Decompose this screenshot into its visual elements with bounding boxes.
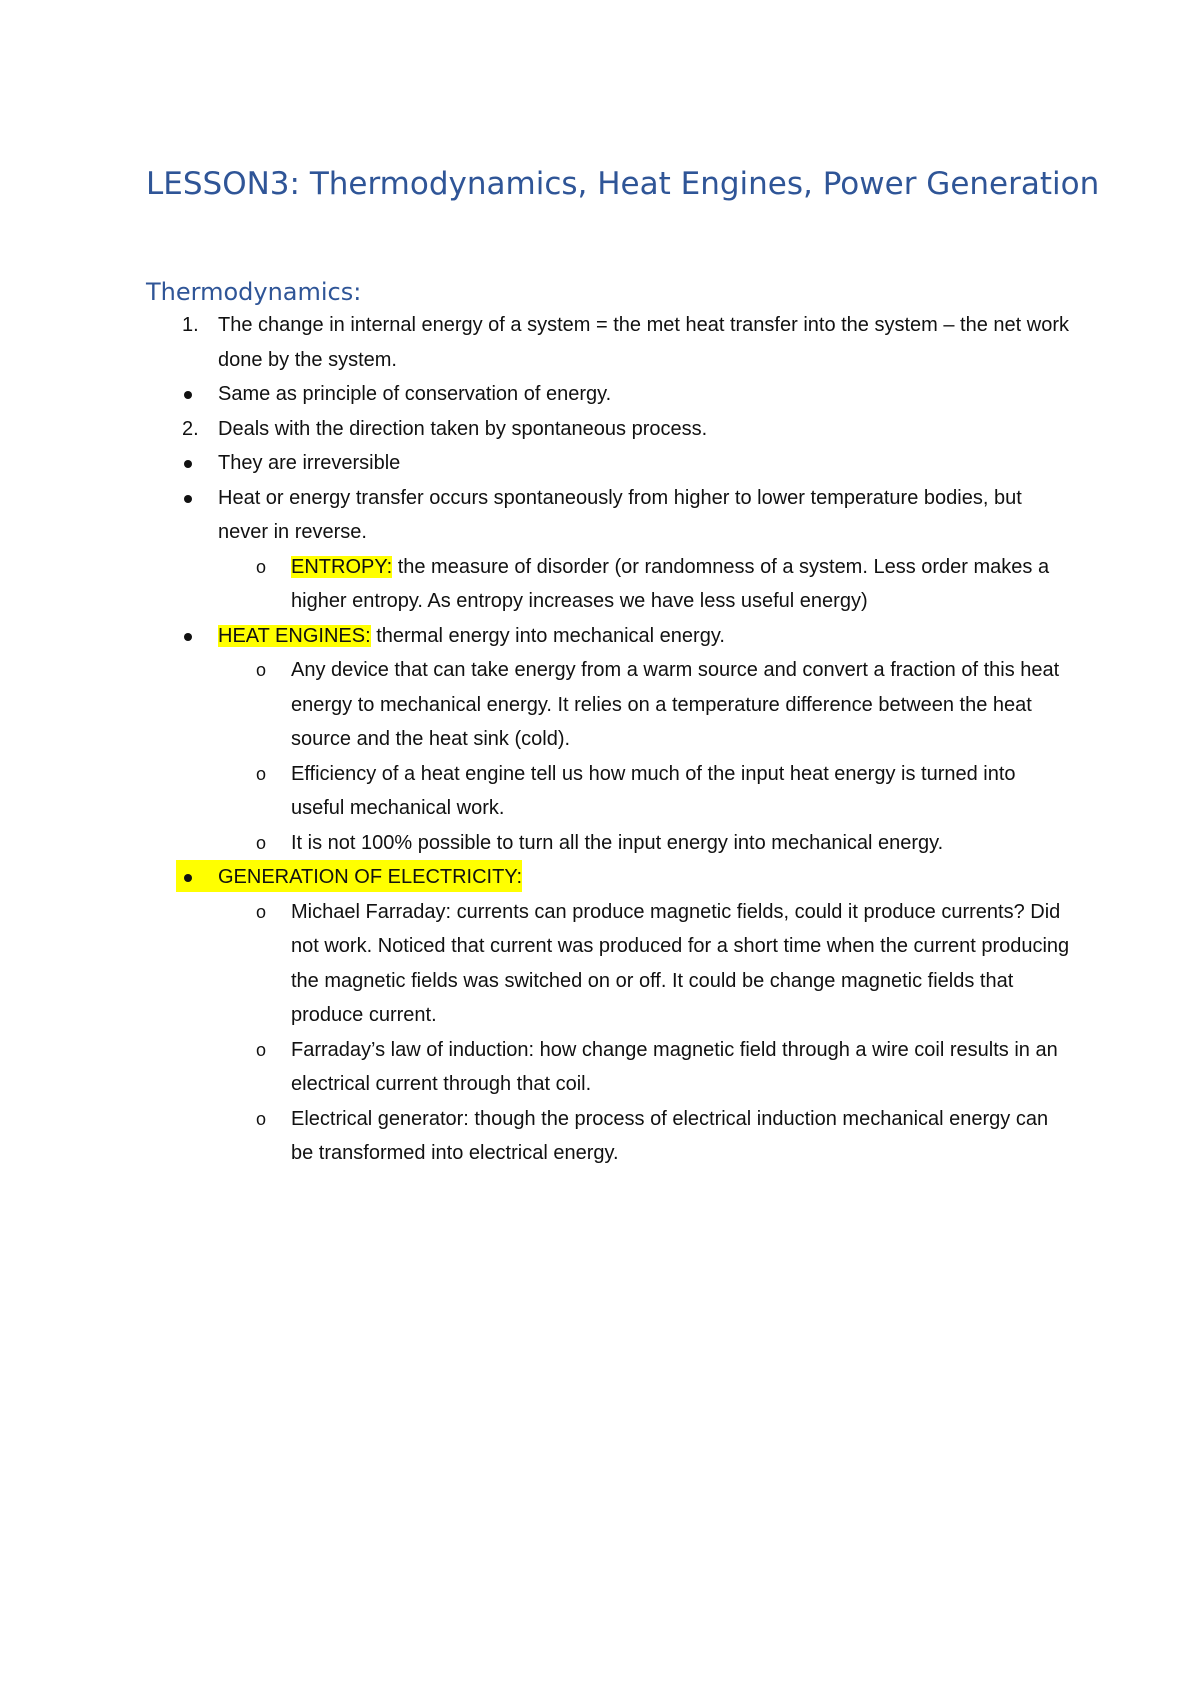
list-item-text: The change in internal energy of a system = the met heat transfer into the system – the net work done by the system.: [218, 314, 1070, 371]
sub-bullet-icon: o: [256, 1108, 267, 1129]
notes-list: [0, 308, 1200, 1171]
list-item-text: It is not 100% possible to turn all the input energy into mechanical energy.: [291, 831, 944, 854]
sub-bullet-icon: o: [256, 556, 267, 577]
sub-list-item: [0, 826, 1071, 861]
list-item-text: Efficiency of a heat engine tell us how much of the input heat energy is turned into useful mechanical work.: [291, 762, 1016, 819]
list-item-text: Michael Farraday: currents can produce magnetic fields, could it produce currents? Did not work. Noticed that current was produced for a short time when the current producing the magnetic fields was switched on or off. It could be change magnetic fields that produce current.: [291, 900, 1070, 1026]
list-item-highlighted: [0, 860, 1070, 895]
sub-list-item: [0, 550, 1071, 619]
term-definition: the measure of disorder (or randomness of a system. Less order makes a higher entropy. As entropy increases we have less useful energy): [291, 555, 1050, 612]
list-item: [0, 619, 1070, 654]
list-item-text: [291, 556, 1049, 613]
list-item-text: [218, 625, 725, 647]
sub-bullet-icon: o: [256, 660, 267, 680]
sub-list-item: [0, 895, 1071, 1033]
sub-list-item: [0, 1033, 1071, 1102]
list-number: 2.: [182, 417, 199, 440]
list-item: [0, 308, 1070, 377]
term-definition: thermal energy into mechanical energy.: [370, 624, 725, 647]
sub-list-item: [0, 757, 1071, 826]
list-item-text: Heat or energy transfer occurs spontaneously from higher to lower temperature bodies, but never in reverse.: [218, 486, 1022, 543]
sub-list-item: [0, 653, 1071, 757]
sub-bullet-icon: o: [256, 1039, 267, 1060]
list-item-text: Any device that can take energy from a warm source and convert a fraction of this heat energy to mechanical energy. It relies on a temperature difference between the heat source and the heat sink (cold).: [291, 659, 1060, 750]
list-item-text: They are irreversible: [218, 452, 401, 474]
list-item-text: Farraday’s law of induction: how change magnetic field through a wire coil results in an electrical current through that coil.: [291, 1038, 1058, 1095]
list-item: [0, 446, 1070, 481]
list-item-text: Electrical generator: though the process of electrical induction mechanical energy can be transformed into electrical energy.: [291, 1107, 1049, 1164]
highlighted-term: HEAT ENGINES:: [218, 624, 371, 647]
list-number: 1.: [182, 314, 199, 336]
list-item-text: Same as principle of conservation of energy.: [218, 383, 612, 405]
list-item-text: GENERATION OF ELECTRICITY:: [218, 866, 523, 888]
section-heading: Thermodynamics:: [146, 278, 362, 306]
list-item: [0, 377, 1070, 412]
highlighted-term: ENTROPY:: [291, 555, 393, 578]
sub-list-item: [0, 1102, 1071, 1171]
sub-bullet-icon: o: [256, 763, 267, 784]
list-item: [0, 481, 1070, 550]
sub-bullet-icon: o: [256, 901, 267, 922]
list-item-text: Deals with the direction taken by spontaneous process.: [218, 417, 708, 440]
list-item: [0, 412, 1070, 447]
sub-bullet-icon: o: [256, 832, 267, 853]
page-title: LESSON3: Thermodynamics, Heat Engines, Power Generation: [146, 166, 1100, 202]
